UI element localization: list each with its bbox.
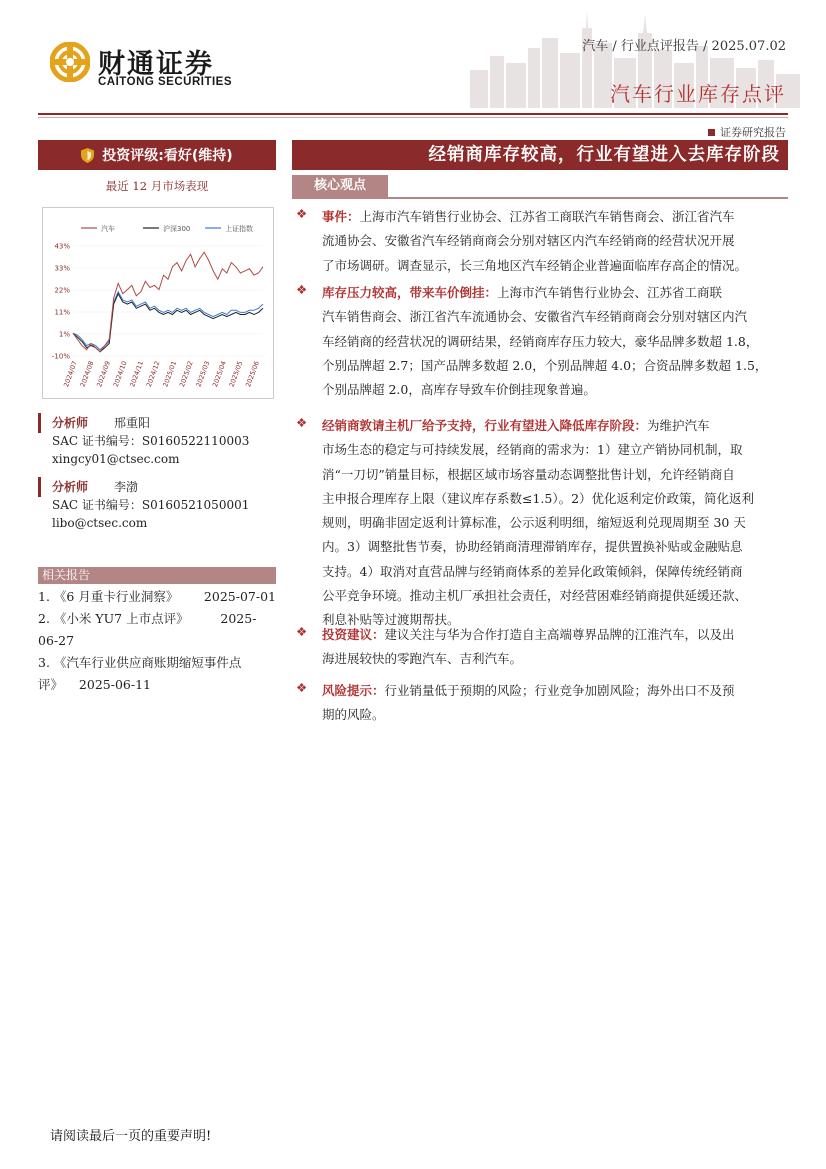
core-point-line: [322, 330, 790, 354]
core-point-text: 利息补贴等过渡期帮扶。: [322, 612, 460, 628]
core-point-text: 上海市汽车销售行业协会、江苏省工商联: [497, 285, 723, 300]
y-tick-label: -10%: [51, 352, 70, 361]
core-point-text: 行业销量低于预期的风险；行业竞争加剧风险；海外出口不及预: [384, 683, 735, 698]
core-point-3: [322, 414, 790, 633]
header-divider-thin: [38, 117, 788, 118]
analyst-role: 分析师: [52, 480, 89, 494]
x-tick-label: 2024/08: [78, 359, 96, 389]
analyst-2: [52, 478, 249, 532]
related-report-3[interactable]: [38, 652, 276, 696]
core-point-line: [322, 463, 790, 487]
core-point-text: 市场生态的稳定与可持续发展，经销商的需求为：1）建立产销协同机制，取: [322, 442, 743, 458]
analyst-1: [52, 414, 249, 468]
core-point-text: 内。3）调整批售节奏，协助经销商清理滞销库存，提供置换补贴或金融贴息: [322, 539, 743, 555]
company-logo: [50, 40, 250, 90]
core-point-line: [322, 679, 790, 703]
report-type-tag: [708, 124, 786, 140]
core-point-5: [322, 679, 790, 728]
analyst-name: 邢重阳: [114, 416, 151, 430]
core-point-lead: 经销商敦请主机厂给予支持，行业有望进入降低库存阶段：: [322, 418, 648, 433]
core-point-text: 流通协会、安徽省汽车经销商商会分别对辖区内汽车经销商的经营状况开展: [322, 233, 735, 249]
page-title: 汽车行业库存点评: [610, 82, 786, 106]
core-point-line: [322, 281, 790, 305]
core-point-4: [322, 623, 790, 672]
chart-legend: [81, 224, 253, 233]
core-point-line: [322, 229, 790, 253]
analyst-email[interactable]: libo@ctsec.com: [52, 516, 148, 530]
core-point-text: 建议关注与华为合作打造自主高端尊界品牌的江淮汽车，以及出: [384, 627, 735, 642]
breadcrumb: 汽车 / 行业点评报告 / 2025.07.02: [582, 39, 786, 54]
header-divider: [38, 113, 788, 115]
diamond-bullet-icon: ❖: [296, 282, 308, 297]
related-report-2[interactable]: [38, 608, 276, 652]
legend-label: 沪深300: [163, 225, 191, 233]
y-tick-label: 43%: [54, 242, 70, 251]
core-point-text: 支持。4）取消对直营品牌与经销商体系的差异化政策倾斜，保障传统经销商: [322, 563, 743, 579]
x-tick-label: 2024/12: [144, 359, 162, 389]
legend-label: 汽车: [101, 225, 115, 233]
related-report-date: 2025-06-11: [78, 677, 151, 692]
y-tick-label: 22%: [54, 286, 70, 295]
analyst-cert: SAC 证书编号：S0160521050001: [52, 498, 250, 512]
core-point-text: 个别品牌超 2.7；国产品牌多数超 2.0，个别品牌超 4.0；合资品牌多数超 1.5，: [322, 357, 768, 373]
core-point-line: [322, 378, 790, 402]
y-tick-label: 11%: [54, 308, 70, 317]
core-point-text: 公平竞争环境。推动主机厂承担社会责任，对经营困难经销商提供延缓还款、: [322, 588, 748, 604]
chart-series: [73, 252, 263, 352]
series-line-2: [73, 294, 263, 352]
y-tick-label: 1%: [58, 330, 70, 339]
core-point-line: [322, 354, 790, 378]
x-tick-label: 2025/03: [194, 359, 212, 389]
shield-icon: [81, 148, 94, 163]
diamond-bullet-icon: ❖: [296, 206, 308, 221]
square-bullet-icon: [708, 129, 715, 136]
core-point-line: [322, 438, 790, 462]
related-report-1[interactable]: [38, 586, 276, 608]
legend-label: 上证指数: [225, 225, 253, 233]
x-tick-label: 2024/10: [111, 359, 129, 389]
core-point-text: 上海市汽车销售行业协会、江苏省工商联汽车销售商会、浙江省汽车: [359, 209, 735, 224]
disclaimer-note: 请阅读最后一页的重要声明!: [50, 1129, 212, 1144]
core-point-line: [322, 511, 790, 535]
chart-x-ticks: [62, 360, 261, 388]
core-point-text: 规则，明确非固定返利计算标准，公示返利明细，缩短返利兑现周期至 30 天: [322, 515, 746, 531]
core-point-line: [322, 647, 790, 671]
x-tick-label: 2025/02: [177, 359, 195, 389]
core-point-line: [322, 487, 790, 511]
x-tick-label: 2025/01: [161, 359, 179, 389]
chart-grid: [73, 246, 263, 356]
x-tick-label: 2024/09: [95, 359, 112, 389]
core-point-line: [322, 584, 790, 608]
diamond-bullet-icon: ❖: [296, 680, 308, 695]
core-point-lead: 投资建议：: [322, 627, 385, 642]
core-point-line: [322, 623, 790, 647]
core-point-text: 了市场调研。调查显示，长三角地区汽车经销企业普遍面临库存高企的情况。: [322, 257, 748, 273]
diamond-bullet-icon: ❖: [296, 415, 308, 430]
core-point-2: [322, 281, 790, 402]
logo-en: CAITONG SECURITIES: [98, 76, 233, 88]
related-report-date: 2025-06-27: [38, 611, 257, 648]
core-point-1: [322, 205, 790, 278]
core-point-lead: 事件：: [322, 209, 360, 224]
related-report-title: 1. 《6 月重卡行业洞察》: [38, 589, 179, 604]
core-point-line: [322, 205, 790, 229]
x-tick-label: 2024/07: [62, 359, 79, 389]
chart-y-ticks: [52, 243, 70, 361]
diamond-bullet-icon: ❖: [296, 624, 308, 639]
analyst-cert: SAC 证书编号：S0160522110003: [52, 434, 250, 448]
market-performance-chart: [42, 207, 274, 399]
core-point-text: 主申报合理库存上限（建议库存系数≤1.5）。2）优化返利定价政策，简化返利: [322, 490, 755, 506]
core-point-lead: 风险提示：: [322, 683, 385, 698]
y-tick-label: 33%: [54, 264, 70, 273]
x-tick-label: 2025/05: [227, 359, 245, 389]
core-point-lead: 库存压力较高，带来车价倒挂：: [322, 285, 498, 300]
related-report-date: 2025-07-01: [203, 589, 276, 604]
core-point-text: 汽车销售商会、浙江省汽车流通协会、安徽省汽车经销商商会分别对辖区内汽: [322, 309, 748, 325]
x-tick-label: 2025/06: [244, 359, 261, 389]
core-point-line: [322, 305, 790, 329]
core-point-line: [322, 535, 790, 559]
core-views-label: 核心观点: [292, 175, 388, 197]
investment-rating-text: 投资评级:看好(维持): [102, 148, 233, 164]
market-performance-caption: 最近 12 月市场表现: [105, 179, 209, 193]
analyst-marker: [38, 413, 41, 433]
core-point-text: 海进展较快的零跑汽车、吉利汽车。: [322, 651, 523, 667]
analyst-marker: [38, 477, 41, 497]
analyst-role: 分析师: [52, 416, 89, 430]
core-point-line: [322, 560, 790, 584]
series-line-1: [73, 252, 263, 352]
investment-rating: [38, 140, 276, 170]
core-point-line: [322, 414, 790, 438]
related-report-title: 3. 《汽车行业供应商账期缩短事件点评》: [38, 655, 242, 692]
related-report-title: 2. 《小米 YU7 上市点评》: [38, 611, 189, 626]
analyst-name: 李渤: [114, 480, 139, 494]
core-point-text: 车经销商的经营状况的调研结果，经销商库存压力较大，豪华品牌多数超 1.8，: [322, 333, 759, 349]
report-headline: 经销商库存较高，行业有望进入去库存阶段: [292, 140, 788, 170]
related-reports-heading: 相关报告: [38, 567, 276, 584]
core-point-text: 消“一刀切”销量目标，根据区域市场容量动态调整批售计划，允许经销商自: [322, 466, 735, 482]
logo-coin-icon: [50, 42, 90, 82]
x-tick-label: 2025/04: [211, 359, 228, 389]
core-point-text: 期的风险。: [322, 707, 385, 723]
core-point-text: 个别品牌超 2.0，高库存导致车价倒挂现象普遍。: [322, 382, 596, 398]
series-line-3: [73, 292, 263, 350]
core-views-divider: [292, 197, 788, 199]
analyst-email[interactable]: xingcy01@ctsec.com: [52, 452, 180, 466]
core-point-line: [322, 254, 790, 278]
core-point-line: [322, 703, 790, 727]
core-point-text: 为维护汽车: [647, 418, 710, 433]
report-type-label: 证券研究报告: [720, 126, 786, 139]
logo-cn: 财通证券: [98, 49, 214, 80]
x-tick-label: 2024/11: [128, 359, 146, 389]
